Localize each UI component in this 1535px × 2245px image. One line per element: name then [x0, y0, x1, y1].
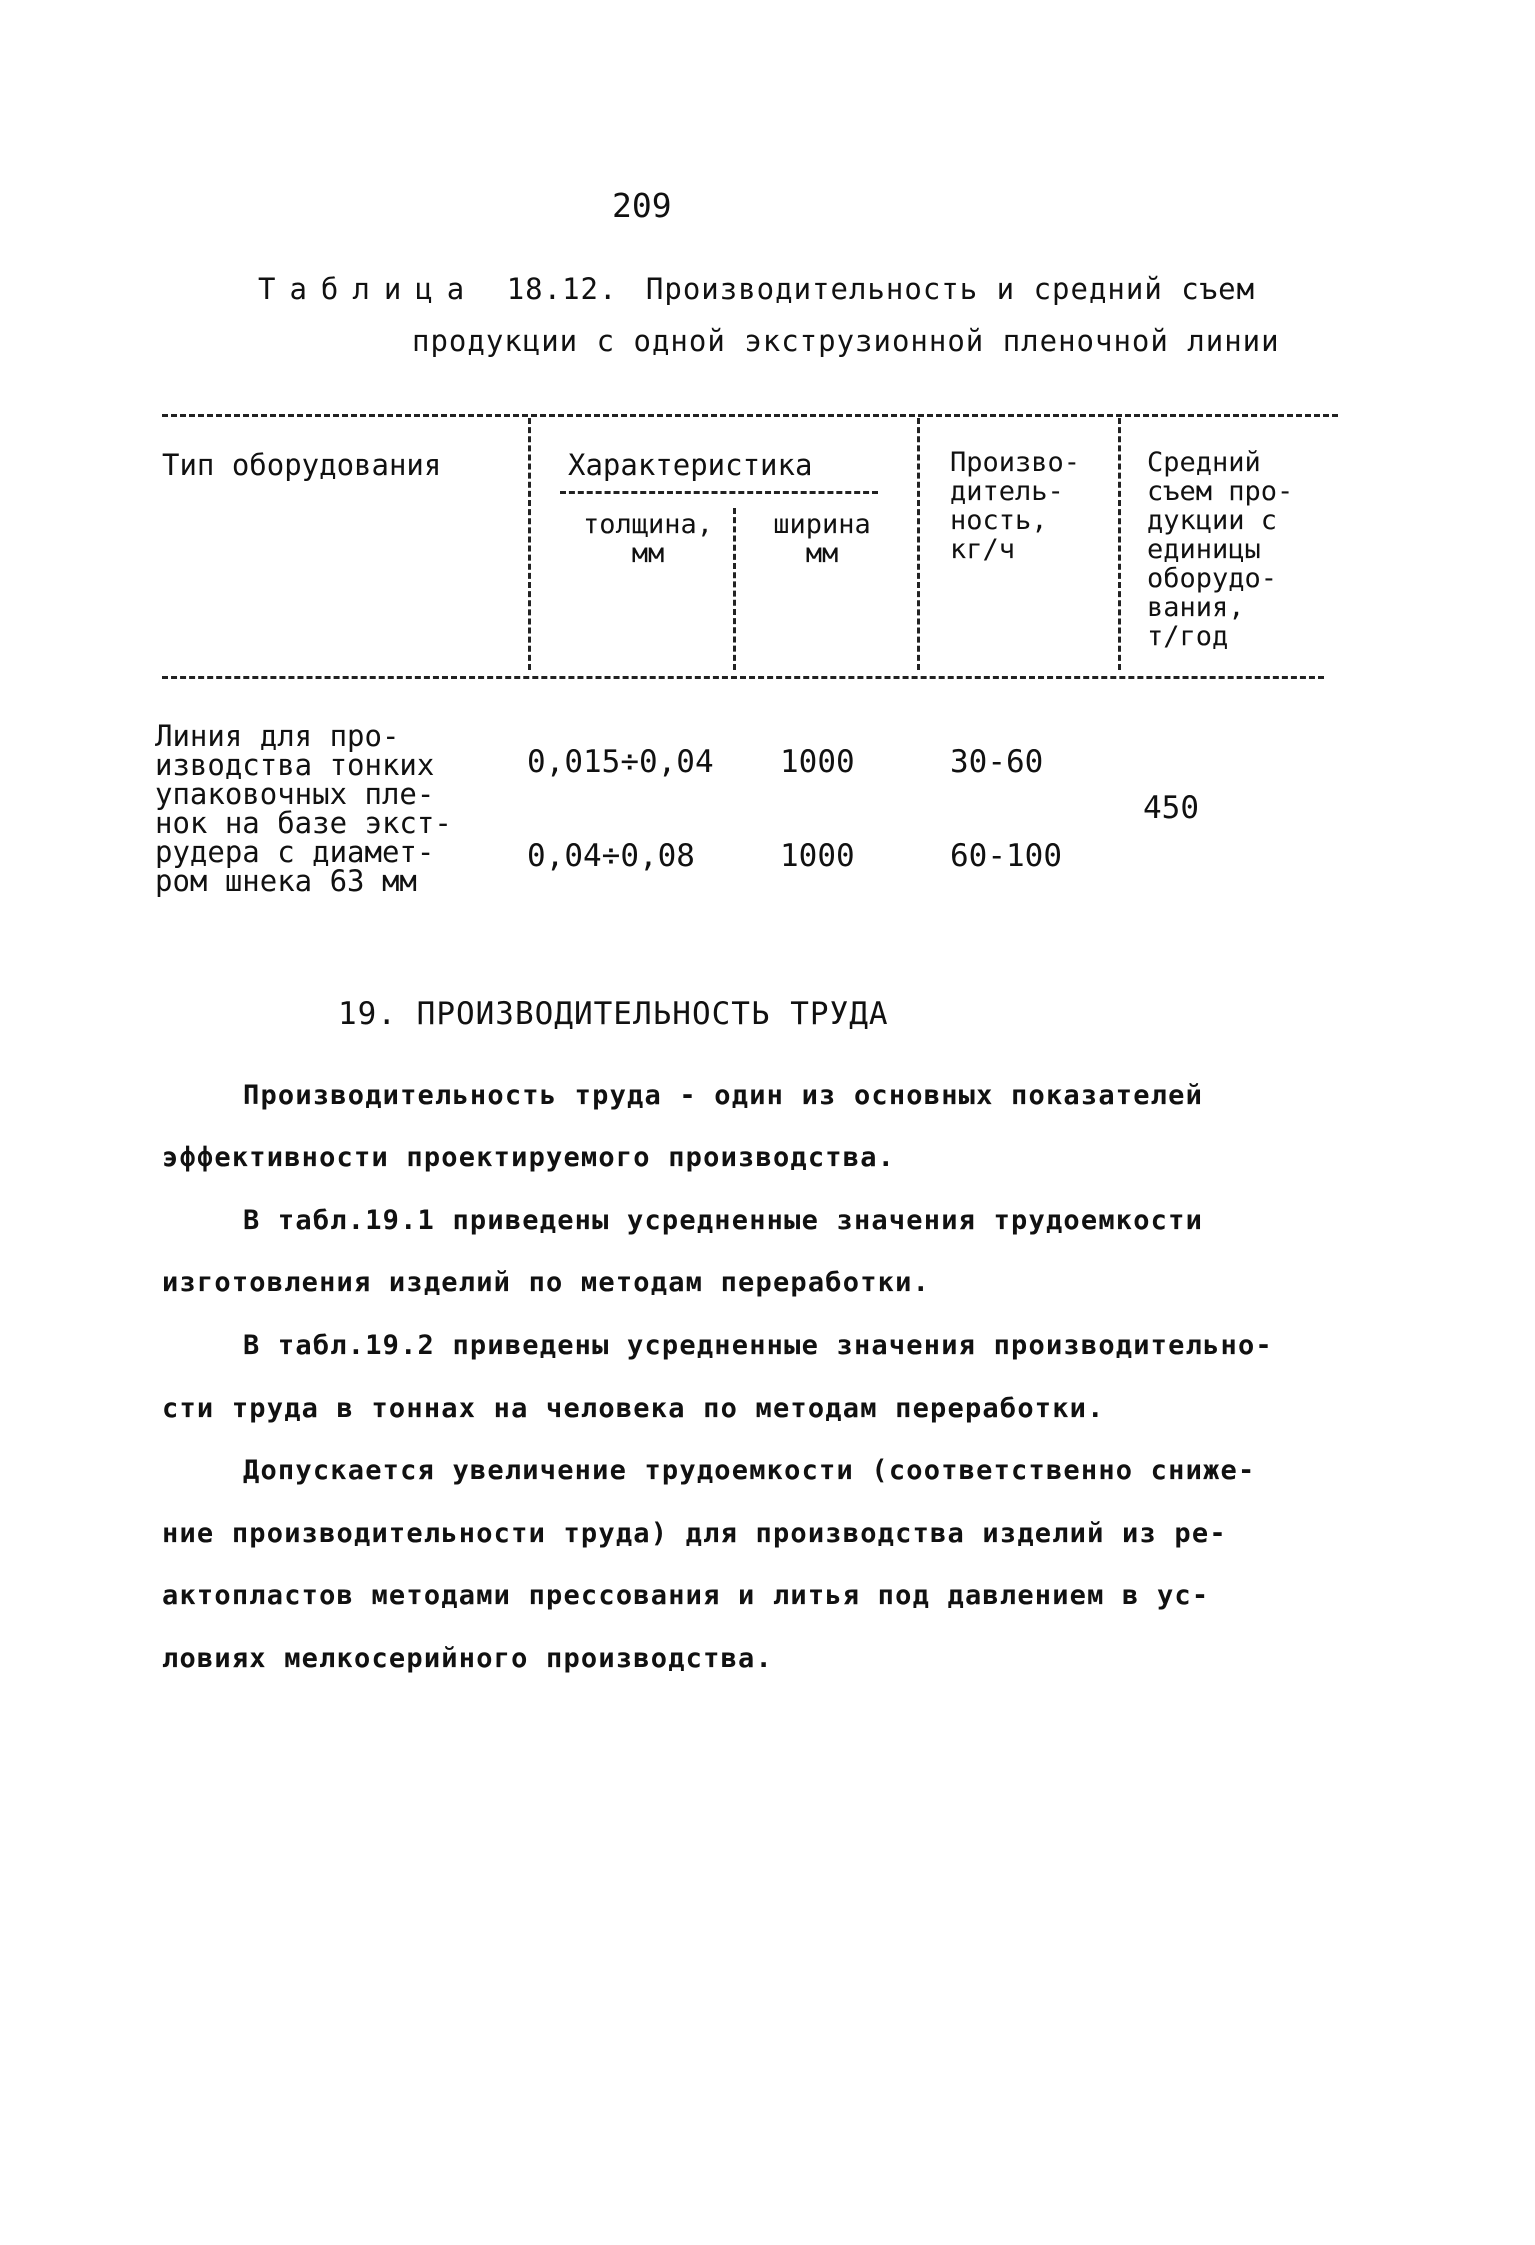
- paragraph-4-line-1: Допускается увеличение трудоемкости (соответственно сниже-: [243, 1455, 1256, 1486]
- paragraph-1-line-2: эффективности проектируемого производства.: [162, 1142, 896, 1173]
- table-caption-number: 18.12.: [506, 272, 618, 306]
- table-col-divider-2: [733, 508, 736, 670]
- paragraph-3-line-2: сти труда в тоннах на человека по методам переработки.: [162, 1393, 1105, 1424]
- table-caption-word: Таблица: [258, 272, 479, 306]
- header-thickness-label: толщина,: [582, 509, 714, 540]
- cell-thickness-2: 0,04÷0,08: [527, 838, 695, 874]
- page-number: 209: [612, 186, 672, 225]
- paragraph-4-line-2: ние производительности труда) для производства изделий из ре-: [162, 1518, 1227, 1549]
- table-caption-line2: продукции с одной экструзионной пленочной линии: [412, 324, 1280, 358]
- header-width-label: ширина: [773, 509, 871, 540]
- table-header-bottom-rule: [162, 676, 1324, 679]
- header-average-output: Средний съем про- дукции с единицы оборудо- вания, т/год: [1147, 447, 1294, 652]
- table-col-divider-1: [528, 418, 531, 670]
- table-caption-title: Производительность и средний съем: [645, 272, 1256, 306]
- paragraph-4-line-4: ловиях мелкосерийного производства.: [162, 1643, 773, 1674]
- table-subheader-rule: [560, 491, 878, 494]
- cell-average-output: 450: [1143, 790, 1199, 826]
- header-thickness: [568, 510, 728, 568]
- table-caption-line1: [258, 272, 1255, 306]
- paragraph-2-line-1: В табл.19.1 приведены усредненные значения трудоемкости: [243, 1205, 1204, 1236]
- header-thickness-unit: мм: [631, 538, 665, 569]
- cell-width-1: 1000: [780, 744, 855, 780]
- cell-productivity-2: 60-100: [950, 838, 1062, 874]
- cell-productivity-1: 30-60: [950, 744, 1044, 780]
- header-productivity: Произво- дитель- ность, кг/ч: [950, 447, 1081, 565]
- cell-thickness-1: 0,015÷0,04: [527, 744, 714, 780]
- row-equipment-label: Линия для про- изводства тонких упаковочных пле- нок на базе экст- рудера с диамет- ром шнека 63 мм: [155, 719, 452, 898]
- header-characteristic: Характеристика: [568, 448, 813, 482]
- table-top-rule: [162, 414, 1338, 417]
- section-heading: 19. ПРОИЗВОДИТЕЛЬНОСТЬ ТРУДА: [338, 996, 889, 1032]
- paragraph-3-line-1: В табл.19.2 приведены усредненные значения производительно-: [243, 1330, 1273, 1361]
- paragraph-2-line-2: изготовления изделий по методам переработки.: [162, 1267, 931, 1298]
- cell-width-2: 1000: [780, 838, 855, 874]
- paragraph-1-line-1: Производительность труда - один из основных показателей: [243, 1080, 1204, 1111]
- table-col-divider-4: [1118, 418, 1121, 670]
- header-width: [748, 510, 896, 568]
- table-col-divider-3: [917, 418, 920, 670]
- header-equipment-type: Тип оборудования: [162, 448, 442, 482]
- paragraph-4-line-3: актопластов методами прессования и литья под давлением в ус-: [162, 1580, 1210, 1611]
- header-width-unit: мм: [805, 538, 839, 569]
